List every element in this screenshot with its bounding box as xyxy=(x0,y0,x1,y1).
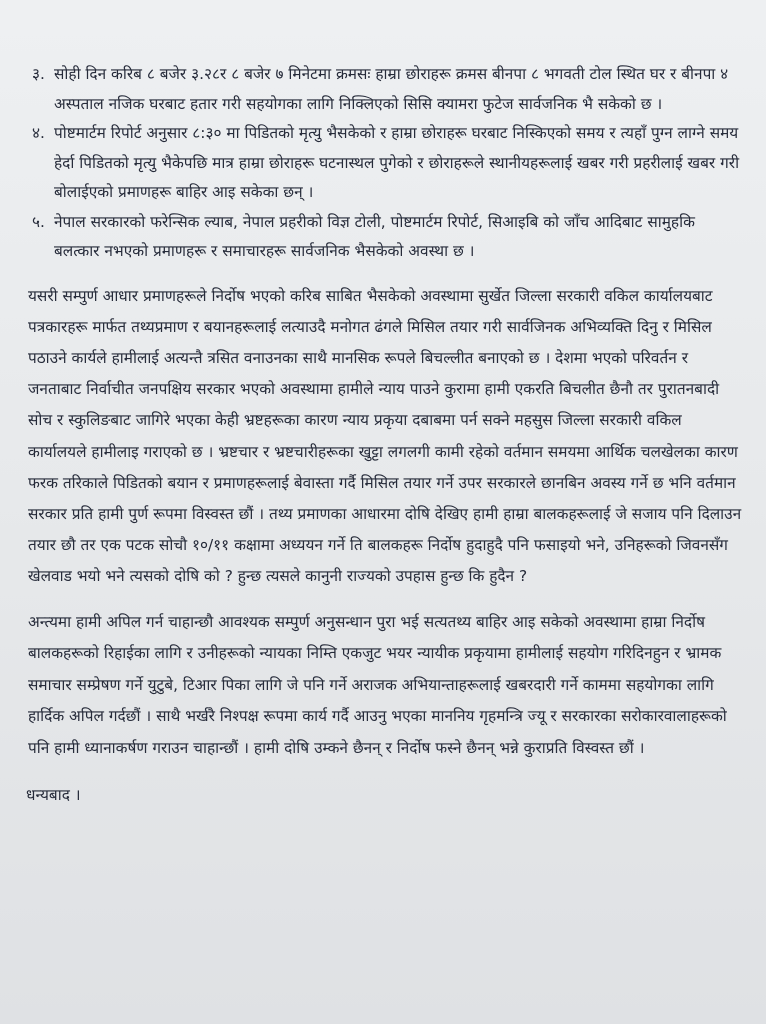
list-item-5 xyxy=(20,208,742,267)
body-paragraph-2: अन्त्यमा हामी अपिल गर्न चाहान्छौ आवश्यक सम्पुर्ण अनुसन्धान पुरा भई सत्यतथ्य बाहिर आइ सकेको अवस्थामा हाम्रा निर्दोष बालकहरूको रिहाईका लागि र उनीहरूको न्यायका निम्ति एकजुट भयर न्यायीक प्रकृयामा हामीलाई सहयोग गरिदिनहुन र भ्रामक समाचार सम्प्रेषण गर्ने युटुबे, टिआर पिका लागि जे पनि गर्ने अराजक अभियान्ताहरूलाई खबरदारी गर्ने काममा सहयोगका लागि हार्दिक अपिल गर्दछौं । साथै भर्खरै निश्पक्ष रूपमा कार्य गर्दै आउनु भएका माननिय गृहमन्त्रि ज्यू र सरकारका सरोकारवालाहरूको पनि हामी ध्यानाकर्षण गराउन चाहान्छौं । हामी दोषि उम्कने छैनन् र निर्दोष फस्ने छैनन् भन्ने कुराप्रति विस्वस्त छौं । xyxy=(28,612,727,757)
letter-body xyxy=(20,60,742,810)
list-number: ४. xyxy=(32,124,45,142)
list-text: नेपाल सरकारको फरेन्सिक ल्याब, नेपाल प्रहरीको विज्ञ टोली, पोष्टमार्टम रिपोर्ट, सिआइबि को जाँच आदिबाट सामुहकि बलत्कार नभएको प्रमाणहरू र समाचारहरू सार्वजनिक भैसकेको अवस्था छ । xyxy=(54,212,695,260)
list-item-3 xyxy=(20,60,742,119)
closing-thanks: धन्यबाद । xyxy=(26,785,81,804)
list-number: ३. xyxy=(32,65,45,83)
body-paragraph-1: यसरी सम्पुर्ण आधार प्रमाणहरूले निर्दोष भएको करिब साबित भैसकेको अवस्थामा सुर्खेत जिल्ला सरकारी वकिल कार्यालयबाट पत्रकारहरू मार्फत तथ्यप्रमाण र बयानहरूलाई लत्याउदै मनोगत ढंगले मिसिल तयार गरी सार्वजिनक अभिव्यक्ति दिनु र मिसिल पठाउने कार्यले हामीलाई अत्यन्तै त्रसित वनाउनका साथै मानसिक रूपले बिचल्लीत बनाएको छ । देशमा भएको परिवर्तन र जनताबाट निर्वाचीत जनपक्षिय सरकार भएको अवस्थामा हामीले न्याय पाउने कुरामा हामी एकरति बिचलीत छैनौ तर पुरातनबादी सोच र स्कुलिङबाट जागिरे भएका केही भ्रष्टहरूका कारण न्याय प्रकृया दबाबमा पर्न सक्ने महसुस जिल्ला सरकारी वकिल कार्यालयले हामीलाइ गराएको छ । भ्रष्टचार र भ्रष्टचारीहरूका खुट्टा लगलगी कामी रहेको वर्तमान समयमा आर्थिक चलखेलका कारण फरक तरिकाले पिडितको बयान र प्रमाणहरूलाई बेवास्ता गर्दै मिसिल तयार गर्ने उपर सरकारले छानबिन अवस्य गर्ने छ भनि वर्तमान सरकार प्रति हामी पुर्ण रूपमा विस्वस्त छौं । तथ्य प्रमाणका आधारमा दोषि देखिए हामी हाम्रा बालकहरूलाई जे सजाय पनि दिलाउन तयार छौ तर एक पटक सोचौ १०/११ कक्षामा अध्ययन गर्ने ति बालकहरू निर्दोष हुदाहुदै पनि फसाइयो भने, उनिहरूको जिवनसँग खेलवाड भयो भने त्यसको दोषि को ? हुन्छ त्यसले कानुनी राज्यको उपहास हुन्छ कि हुदैन ? xyxy=(28,286,742,586)
list-number: ५. xyxy=(32,212,45,231)
list-text: सोही दिन करिब ८ बजेर ३.२८र ८ बजेर ७ मिनेटमा क्रमसः हाम्रा छोराहरू क्रमस बीनपा ८ भगवती टोल स्थित घर र बीनपा ४ अस्पताल नजिक घरबाट हतार गरी सहयोगका लागि निक्लिएको सिसि क्यामरा फुटेज सार्वजनिक भै सकेको छ । xyxy=(54,65,729,113)
list-item-4 xyxy=(20,119,742,208)
list-text: पोष्टमार्टम रिपोर्ट अनुसार ८:३० मा पिडितको मृत्यु भैसकेको र हाम्रा छोराहरू घरबाट निस्किएको समय र त्यहाँ पुग्न लाग्ने समय हेर्दा पिडितको मृत्यु भैकेपछि मात्र हाम्रा छोराहरू घटनास्थल पुगेको र छोराहरूले स्थानीयहरूलाई खबर गरी प्रहरीलाई खबर गरी बोलाईएको प्रमाणहरू बाहिर आइ सकेका छन् । xyxy=(54,124,740,201)
